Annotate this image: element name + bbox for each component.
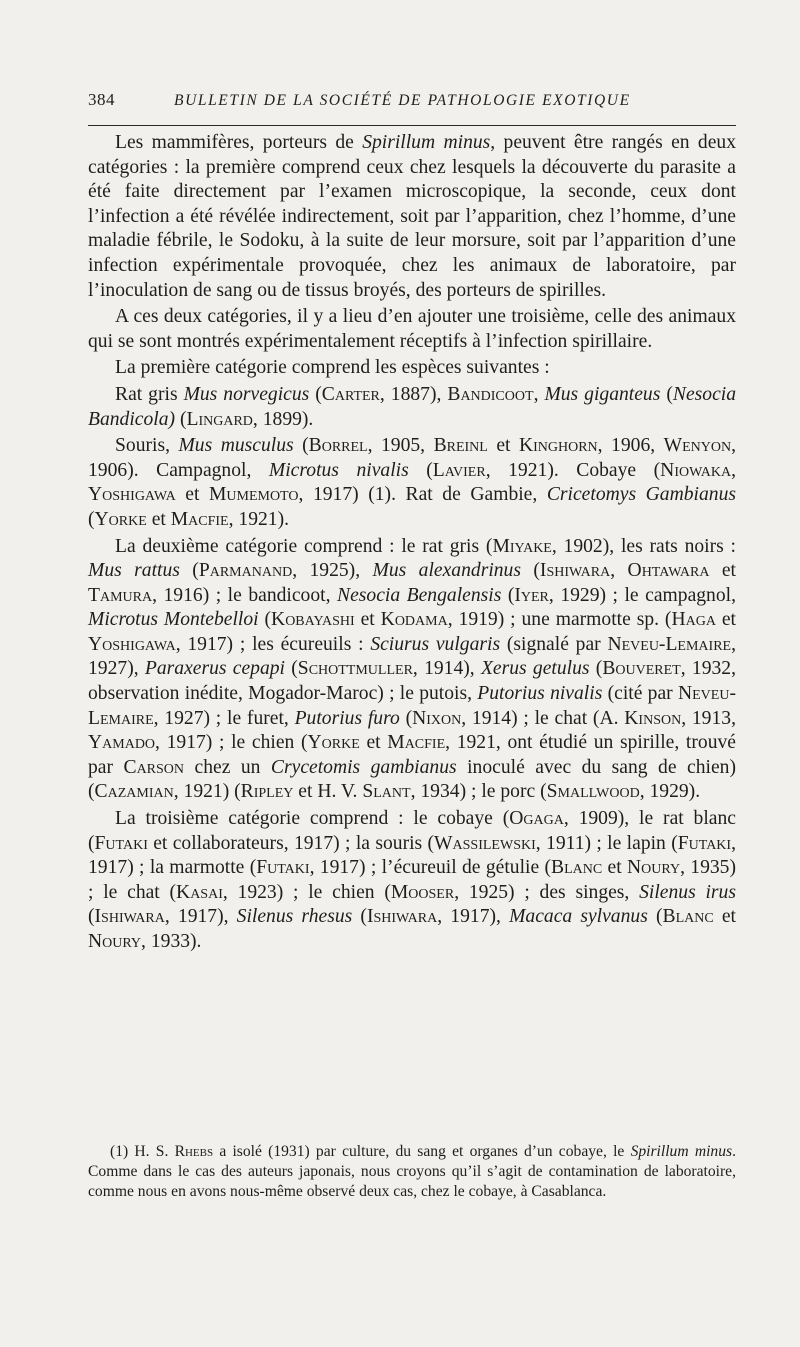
author-name: Blanc bbox=[551, 857, 603, 879]
author-name: Kinghorn bbox=[518, 435, 598, 457]
italic-term: Xerus getulus bbox=[480, 658, 590, 680]
author-name: Iyer bbox=[514, 584, 549, 606]
italic-term: Silenus irus bbox=[639, 881, 736, 903]
author-name: Haga bbox=[671, 609, 716, 631]
author-name: Bandicoot bbox=[447, 383, 534, 405]
italic-term: Mus giganteus bbox=[544, 383, 661, 405]
italic-term: Nesocia Bandicola) bbox=[88, 383, 736, 430]
paragraph-souris: Souris, Mus musculus (Borrel, 1905, Breinl et Kinghorn, 1906, Wenyon, 1906). Campagnol, Microtus nivalis (Lavier, 1921). Cobaye (Niowaka, Yoshigawa et Mumemoto, 1917) (1). Rat de Gambie, Cricetomys Gambianus (Yorke et Macfie, 1921). bbox=[88, 435, 737, 530]
author-name: Wenyon bbox=[663, 435, 732, 457]
italic-term: Sciurus vulgaris bbox=[370, 633, 501, 655]
italic-term: Spirillum minus bbox=[630, 1143, 733, 1160]
author-name: Kodama bbox=[380, 609, 448, 631]
italic-term: Microtus nivalis bbox=[268, 459, 409, 481]
author-name: Blanc bbox=[662, 906, 714, 928]
author-name: Nixon bbox=[412, 707, 462, 729]
author-name: Neveu-Lemaire bbox=[607, 633, 732, 655]
author-name: Mooser bbox=[390, 881, 455, 903]
author-name: Macfie bbox=[387, 732, 446, 754]
italic-term: Macaca sylvanus bbox=[509, 906, 648, 928]
author-name: Neveu-Lemaire bbox=[88, 683, 736, 729]
italic-term: Crycetomis gambianus bbox=[270, 756, 457, 778]
italic-term: Cricetomys Gambianus bbox=[546, 484, 737, 506]
author-name: Yoshigawa bbox=[88, 633, 176, 655]
author-name: Parmanand bbox=[198, 560, 293, 582]
author-name: Breinl bbox=[433, 435, 488, 457]
author-name: Ishiwara bbox=[539, 560, 611, 582]
author-name: Wassilewski bbox=[434, 832, 536, 854]
author-name: Futaki bbox=[94, 832, 148, 854]
paragraph-first-category-heading: La première catégorie comprend les espèces suivantes : bbox=[115, 357, 550, 379]
footnotes bbox=[88, 1142, 736, 1201]
page-header bbox=[88, 90, 736, 114]
author-name: Noury bbox=[627, 857, 681, 879]
author-name: Cazamian bbox=[94, 781, 174, 803]
author-name: Bouveret bbox=[602, 658, 681, 680]
paragraph-third-category-intro: A ces deux catégories, il y a lieu d’en ajouter une troisième, celle des animaux qui se sont montrés expérimentalement réceptifs à l’infection spirillaire. bbox=[88, 306, 736, 352]
author-name: Tamura bbox=[88, 584, 153, 606]
paragraph-second-category: La deuxième catégorie comprend : le rat gris (Miyake, 1902), les rats noirs : Mus rattus (Parmanand, 1925), Mus alexandrinus (Ishiwara, Ohtawara et Tamura, 1916) ; le bandicoot, Nesocia Bengalensis (Iyer, 1929) ; le campagnol, Microtus Montebelloi (Kobayashi et Kodama, 1919) ; une marmotte sp. (Haga et Yoshigawa, 1917) ; les écureuils : Sciurus vulgaris (signalé par Neveu-Lemaire, 1927), Paraxerus cepapi (Schottmuller, 1914), Xerus getulus (Bouveret, 1932, observation inédite, Mogador-Maroc) ; le putois, Putorius nivalis (cité par Neveu-Lemaire, 1927) ; le furet, Putorius furo (Nixon, 1914) ; le chat (A. Kinson, 1913, Yamado, 1917) ; le chien (Yorke et Macfie, 1921, ont étudié un spirille, trouvé par Carson chez un Crycetomis gambianus inoculé avec du sang de chien) (Cazamian, 1921) (Ripley et H. V. Slant, 1934) ; le porc (Smallwood, 1929). bbox=[88, 535, 736, 803]
author-name: Yorke bbox=[94, 508, 147, 530]
italic-term: Paraxerus cepapi bbox=[144, 658, 285, 680]
author-name: Carson bbox=[123, 756, 185, 778]
author-name: Miyake bbox=[492, 535, 552, 557]
running-title: BULLETIN DE LA SOCIÉTÉ DE PATHOLOGIE EXOTIQUE bbox=[174, 92, 631, 109]
paragraph-rat-gris: Rat gris Mus norvegicus (Carter, 1887), Bandicoot, Mus giganteus (Nesocia Bandicola) (Lingard, 1899). bbox=[88, 383, 736, 430]
author-name: Borrel bbox=[308, 435, 368, 457]
author-name: Niowaka bbox=[660, 459, 732, 481]
author-name: Kobayashi bbox=[271, 609, 355, 631]
author-name: Yorke bbox=[307, 732, 360, 754]
author-name: Futaki bbox=[256, 857, 310, 879]
author-name: Kinson bbox=[624, 707, 682, 729]
author-name: Ishiwara bbox=[366, 906, 438, 928]
author-name: Mumemoto bbox=[208, 484, 299, 506]
author-name: Futaki bbox=[677, 832, 732, 854]
italic-term: Putorius nivalis bbox=[477, 683, 603, 705]
author-name: Ogaga bbox=[509, 808, 564, 830]
author-name: Ohtawara bbox=[627, 560, 710, 582]
italic-term: Mus rattus bbox=[88, 560, 180, 582]
page-number: 384 bbox=[88, 90, 115, 109]
author-name: Yamado bbox=[88, 732, 156, 754]
author-name: Smallwood bbox=[546, 781, 640, 803]
author-name: Lingard bbox=[186, 408, 253, 430]
author-name: Rhebs bbox=[174, 1143, 214, 1160]
italic-term: Microtus Montebelloi bbox=[88, 609, 259, 631]
footnote-1: (1) H. S. Rhebs a isolé (1931) par culture, du sang et organes d’un cobaye, le Spirillum minus. Comme dans le cas des auteurs japonais, nous croyons qu’il s’agit de contamination de laboratoire, comme nous en avons nous-même observé deux cas, chez le cobaye, à Casablanca. bbox=[88, 1143, 736, 1200]
italic-term: Mus norvegicus bbox=[183, 383, 310, 405]
italic-term: Nesocia Bengalensis bbox=[337, 584, 502, 606]
author-name: Schottmuller bbox=[297, 658, 413, 680]
author-name: Carter bbox=[321, 383, 380, 405]
author-name: Kasai bbox=[176, 881, 223, 903]
author-name: Ishiwara bbox=[94, 906, 165, 928]
italic-term: Mus alexandrinus bbox=[372, 560, 521, 582]
header-rule bbox=[88, 125, 736, 126]
body-text bbox=[88, 131, 736, 957]
author-name: Macfie bbox=[170, 508, 229, 530]
paragraph-third-category: La troisième catégorie comprend : le cobaye (Ogaga, 1909), le rat blanc (Futaki et collaborateurs, 1917) ; la souris (Wassilewski, 1911) ; le lapin (Futaki, 1917) ; la marmotte (Futaki, 1917) ; l’écureuil de gétulie (Blanc et Noury, 1935) ; le chat (Kasai, 1923) ; le chien (Mooser, 1925) ; des singes, Silenus irus (Ishiwara, 1917), Silenus rhesus (Ishiwara, 1917), Macaca sylvanus (Blanc et Noury, 1933). bbox=[88, 808, 737, 952]
author-name: Noury bbox=[88, 931, 142, 952]
author-name: Ripley bbox=[240, 781, 294, 803]
italic-term: Mus musculus bbox=[178, 435, 294, 457]
author-name: Lavier bbox=[432, 459, 486, 481]
author-name: Yoshigawa bbox=[88, 484, 176, 506]
italic-term: Silenus rhesus bbox=[236, 906, 353, 928]
paragraph-mammal-categories: Les mammifères, porteurs de Spirillum minus, peuvent être rangés en deux catégories : la première comprend ceux chez lesquels la découverte du parasite a été faite directement par l’examen microscopique, la seconde, ceux dont l’infection a été révélée indirectement, soit par l’apparition, chez l’homme, d’une maladie fébrile, le Sodoku, à la suite de leur morsure, soit par l’apparition d’une infection expérimentale provoquée, chez les animaux de laboratoire, par l’inoculation de sang ou de tissus broyés, des porteurs de spirilles. bbox=[88, 132, 737, 301]
author-name: Slant bbox=[362, 781, 411, 803]
italic-term: Putorius furo bbox=[294, 707, 400, 729]
italic-term: Spirillum minus bbox=[362, 132, 491, 153]
